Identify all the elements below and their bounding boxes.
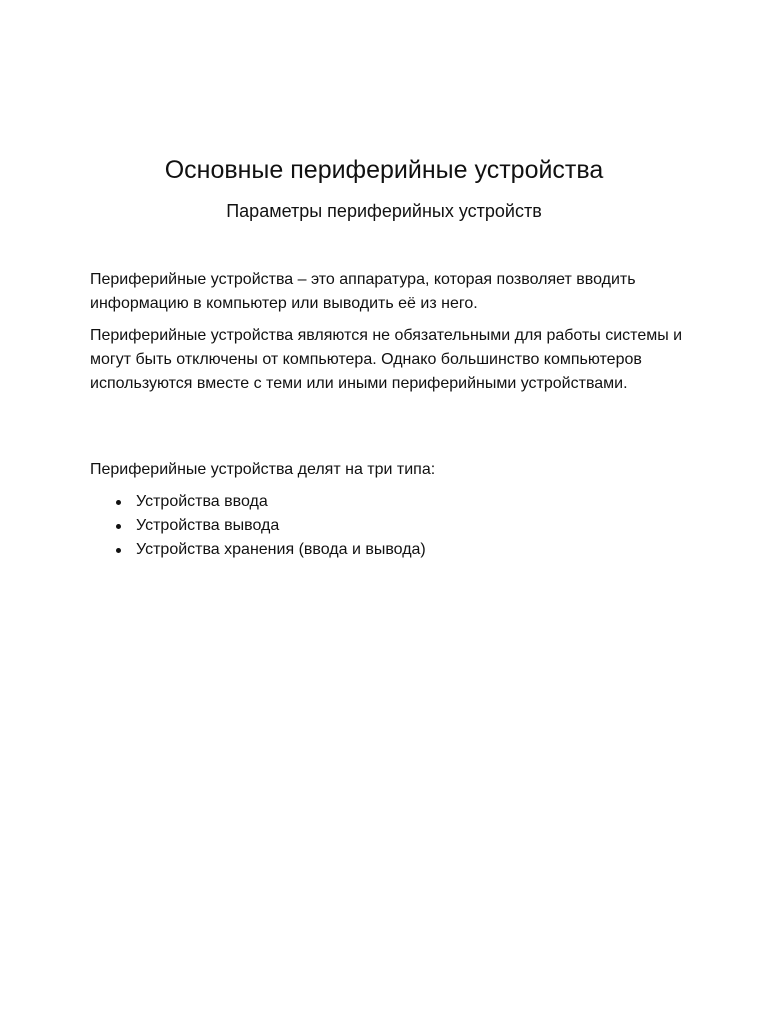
bullet-icon xyxy=(116,548,121,553)
list-item xyxy=(90,514,690,538)
bullet-icon xyxy=(116,500,121,505)
list-item-label: Устройства ввода xyxy=(136,493,268,510)
paragraph-definition: Периферийные устройства – это аппаратура, которая позволяет вводить информацию в компьютер или выводить её из него. xyxy=(90,271,636,312)
document-subtitle: Параметры периферийных устройств xyxy=(226,201,542,221)
list-item xyxy=(90,490,690,514)
paragraph-optional-devices: Периферийные устройства являются не обязательными для работы системы и могут быть отключены от компьютера. Однако большинство компьютеров используются вместе с теми или иными периферийными устройствами. xyxy=(90,327,683,392)
list-item-label: Устройства хранения (ввода и вывода) xyxy=(136,541,426,558)
list-item-label: Устройства вывода xyxy=(136,517,280,534)
bullet-icon xyxy=(116,524,121,529)
paragraph-types-intro: Периферийные устройства делят на три типа: xyxy=(90,461,436,478)
device-types-list xyxy=(90,490,690,562)
document-title: Основные периферийные устройства xyxy=(164,156,604,184)
list-item xyxy=(90,538,690,562)
